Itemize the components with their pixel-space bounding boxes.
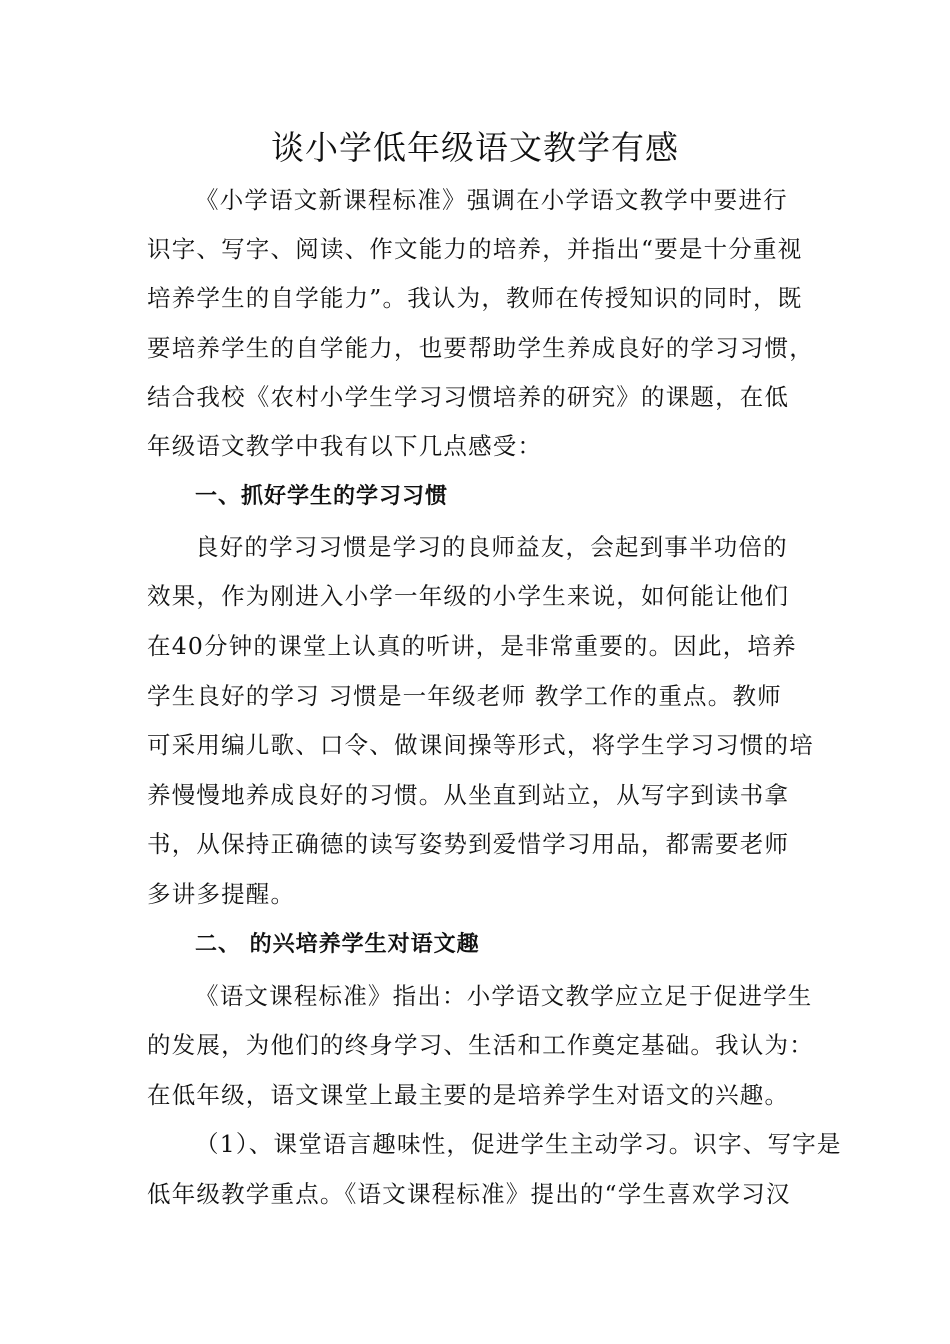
intro-line: 《小学语文新课程标准》强调在小学语文教学中要进行 bbox=[195, 186, 788, 214]
section1-line: 养慢慢地养成良好的习惯。从坐直到站立，从写字到读书拿 bbox=[147, 781, 790, 809]
section2-line: 在低年级，语文课堂上最主要的是培养学生对语文的兴趣。 bbox=[147, 1081, 790, 1109]
intro-line: 培养学生的自学能力”。我认为，教师在传授知识的同时，既 bbox=[147, 284, 803, 312]
section2-line: 《语文课程标准》指出：小学语文教学应立足于促进学生 bbox=[195, 982, 813, 1010]
section2-line: 的发展，为他们的终身学习、生活和工作奠定基础。我认为： bbox=[147, 1031, 814, 1059]
intro-line: 要培养学生的自学能力，也要帮助学生养成良好的学习习惯， bbox=[147, 334, 814, 362]
section-heading-2: 二、 的兴培养学生对语文趣 bbox=[195, 932, 480, 957]
section-heading-1: 一、抓好学生的学习习惯 bbox=[195, 484, 449, 509]
section1-line: 学生良好的学习 习惯是一年级老师 教学工作的重点。教师 bbox=[147, 682, 782, 710]
intro-line: 年级语文教学中我有以下几点感受： bbox=[147, 432, 543, 460]
section2-line: 低年级教学重点。《语文课程标准》提出的“学生喜欢学习汉 bbox=[147, 1180, 791, 1208]
document-title: 谈小学低年级语文教学有感 bbox=[271, 128, 679, 167]
section1-line: 可采用编儿歌、口令、做课间操等形式，将学生学习习惯的培 bbox=[147, 731, 814, 759]
section1-line: 多讲多提醒。 bbox=[147, 880, 296, 908]
intro-line: 识字、写字、阅读、作文能力的培养，并指出“要是十分重视 bbox=[147, 235, 803, 263]
section1-line: 良好的学习习惯是学习的良师益友，会起到事半功倍的 bbox=[195, 533, 788, 561]
intro-line: 结合我校《农村小学生学习习惯培养的研究》的课题，在低 bbox=[147, 383, 790, 411]
section1-line: 书，从保持正确德的读写姿势到爱惜学习用品，都需要老师 bbox=[147, 830, 790, 858]
section1-line: 效果，作为刚进入小学一年级的小学生来说，如何能让他们 bbox=[147, 582, 790, 610]
section2-line: （1）、课堂语言趣味性，促进学生主动学习。识字、写字是 bbox=[195, 1130, 842, 1158]
section1-line: 在40分钟的课堂上认真的听讲，是非常重要的。因此，培养 bbox=[147, 632, 797, 660]
